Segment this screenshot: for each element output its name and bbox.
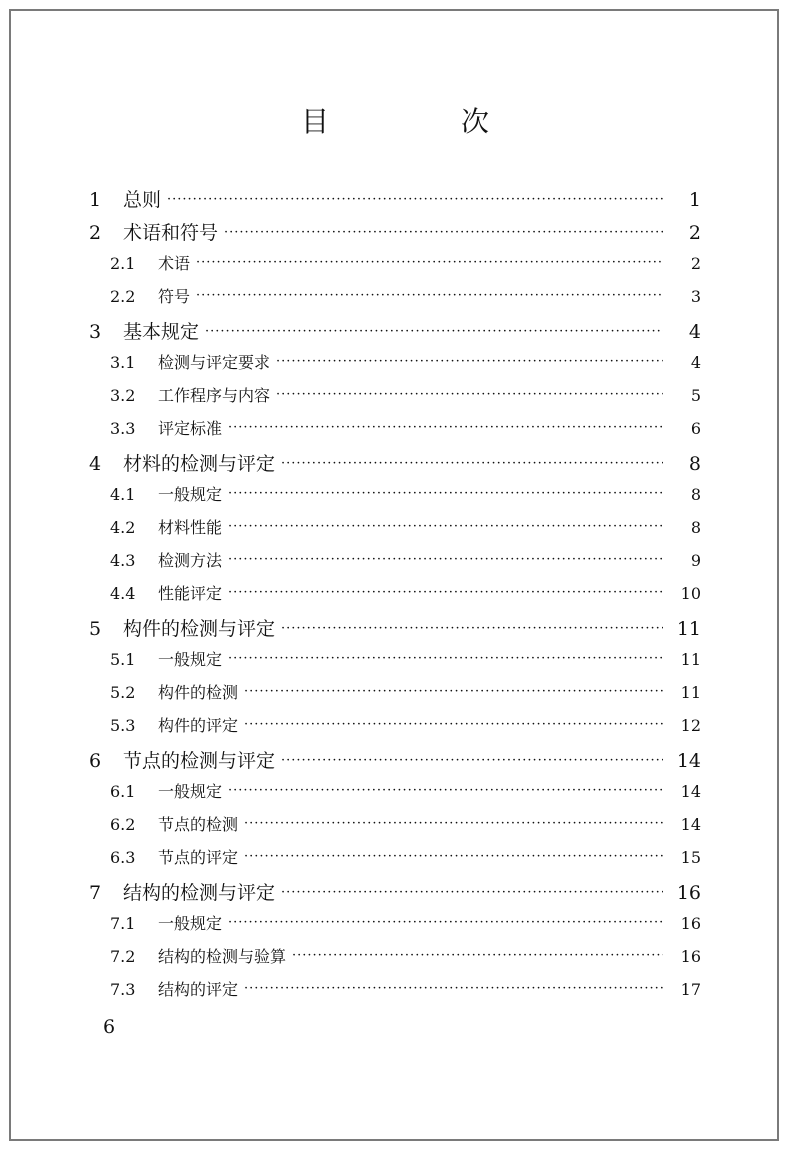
dot-leader: [196, 288, 663, 303]
toc-entry-page: 5: [690, 386, 701, 405]
toc-entry-number: 2.2: [110, 287, 136, 306]
toc-entry-label: 节点的检测与评定: [123, 750, 276, 772]
toc-entry-number: 5.1: [110, 650, 136, 669]
toc-entry-page: 11: [680, 650, 701, 669]
dot-leader: [276, 354, 663, 369]
toc-entry-number: 6.2: [110, 815, 136, 834]
toc-entry-label: 一般规定: [158, 914, 223, 933]
dot-leader: [205, 324, 663, 339]
toc-entry-page: 3: [690, 287, 701, 306]
toc-entry-number: 1: [89, 189, 102, 211]
toc-entry-section[interactable]: [110, 812, 701, 842]
toc-entry-number: 3.2: [110, 386, 136, 405]
toc-entry-page: 14: [680, 782, 701, 801]
toc-entry-number: 5: [89, 618, 102, 640]
toc-entry-page: 8: [690, 485, 701, 504]
toc-entry-label: 检测方法: [158, 551, 223, 570]
dot-leader: [228, 585, 663, 600]
toc-entry-label: 评定标准: [158, 419, 223, 438]
toc-entry-number: 3: [89, 321, 102, 343]
toc-entry-page: 11: [676, 618, 701, 640]
toc-entry-number: 7.3: [110, 980, 136, 999]
toc-entry-page: 14: [676, 750, 701, 772]
toc-entry-number: 4.2: [110, 518, 136, 537]
toc-entry-label: 符号: [158, 287, 191, 306]
dot-leader: [281, 753, 663, 768]
dot-leader: [281, 456, 663, 471]
toc-entry-number: 4.3: [110, 551, 136, 570]
toc-entry-section[interactable]: [110, 284, 701, 314]
toc-entry-section[interactable]: [110, 515, 701, 545]
toc-entry-section[interactable]: [110, 779, 701, 809]
toc-entry-number: 3.1: [110, 353, 136, 372]
toc-entry-label: 构件的检测与评定: [123, 618, 276, 640]
toc-entry-number: 6.3: [110, 848, 136, 867]
toc-entry-label: 术语和符号: [123, 222, 219, 244]
toc-entry-label: 一般规定: [158, 650, 223, 669]
toc-entry-page: 8: [688, 453, 701, 475]
toc-entry-chapter[interactable]: [89, 746, 701, 776]
page-number: 6: [103, 1016, 116, 1038]
dot-leader: [228, 552, 663, 567]
toc-entry-page: 15: [680, 848, 701, 867]
dot-leader: [244, 684, 663, 699]
toc-entry-label: 构件的评定: [158, 716, 239, 735]
toc-entry-chapter[interactable]: [89, 218, 701, 248]
dot-leader: [228, 915, 663, 930]
toc-entry-label: 节点的检测: [158, 815, 239, 834]
toc-entry-page: 4: [688, 321, 701, 343]
dot-leader: [244, 717, 663, 732]
toc-entry-label: 一般规定: [158, 485, 223, 504]
toc-entry-label: 结构的检测与评定: [123, 882, 276, 904]
toc-entry-page: 10: [680, 584, 701, 603]
toc-entry-section[interactable]: [110, 548, 701, 578]
toc-entry-number: 5.2: [110, 683, 136, 702]
dot-leader: [228, 486, 663, 501]
toc-entry-number: 7.2: [110, 947, 136, 966]
toc-entry-chapter[interactable]: [89, 878, 701, 908]
dot-leader: [292, 948, 663, 963]
dot-leader: [281, 885, 663, 900]
toc-entry-number: 6: [89, 750, 102, 772]
toc-entry-number: 3.3: [110, 419, 136, 438]
toc-entry-page: 16: [680, 914, 701, 933]
dot-leader: [228, 783, 663, 798]
toc-entry-label: 结构的检测与验算: [158, 947, 287, 966]
page-title: 目 次: [300, 105, 541, 138]
toc-entry-page: 6: [690, 419, 701, 438]
toc-entry-page: 11: [680, 683, 701, 702]
dot-leader: [281, 621, 663, 636]
toc-entry-chapter[interactable]: [89, 449, 701, 479]
dot-leader: [244, 849, 663, 864]
toc-entry-page: 1: [688, 189, 701, 211]
toc-entry-label: 结构的评定: [158, 980, 239, 999]
toc-entry-page: 9: [690, 551, 701, 570]
dot-leader: [244, 981, 663, 996]
toc-entry-section[interactable]: [110, 647, 701, 677]
toc-entry-page: 16: [676, 882, 701, 904]
toc-entry-label: 检测与评定要求: [158, 353, 271, 372]
toc-entry-page: 12: [680, 716, 701, 735]
toc-entry-section[interactable]: [110, 581, 701, 611]
toc-entry-number: 4.4: [110, 584, 136, 603]
toc-entry-section[interactable]: [110, 383, 701, 413]
toc-entry-section[interactable]: [110, 350, 701, 380]
toc-entry-label: 工作程序与内容: [158, 386, 271, 405]
toc-entry-section[interactable]: [110, 482, 701, 512]
dot-leader: [228, 519, 663, 534]
toc-entry-section[interactable]: [110, 911, 701, 941]
toc-entry-label: 构件的检测: [158, 683, 239, 702]
toc-entry-label: 材料的检测与评定: [123, 453, 276, 475]
toc-entry-chapter[interactable]: [89, 614, 701, 644]
dot-leader: [196, 255, 663, 270]
toc-entry-chapter[interactable]: [89, 317, 701, 347]
toc-entry-label: 性能评定: [158, 584, 223, 603]
toc-entry-section[interactable]: [110, 416, 701, 446]
toc-entry-page: 8: [690, 518, 701, 537]
toc-entry-page: 14: [680, 815, 701, 834]
toc-entry-page: 2: [688, 222, 701, 244]
toc-entry-number: 5.3: [110, 716, 136, 735]
toc-entry-page: 2: [690, 254, 701, 273]
toc-entry-number: 4.1: [110, 485, 136, 504]
toc-entry-section[interactable]: [110, 977, 701, 1007]
toc-entry-section[interactable]: [110, 713, 701, 743]
toc-entry-label: 术语: [158, 254, 191, 273]
dot-leader: [228, 420, 663, 435]
toc-entry-number: 6.1: [110, 782, 136, 801]
toc-entry-section[interactable]: [110, 251, 701, 281]
dot-leader: [167, 192, 663, 207]
toc-entry-number: 2.1: [110, 254, 136, 273]
dot-leader: [244, 816, 663, 831]
toc-entry-label: 总则: [123, 189, 162, 211]
toc-entry-label: 材料性能: [158, 518, 223, 537]
toc-entry-page: 16: [680, 947, 701, 966]
toc-entry-number: 7: [89, 882, 102, 904]
toc-entry-page: 17: [680, 980, 701, 999]
toc-entry-page: 4: [690, 353, 701, 372]
toc-entry-number: 2: [89, 222, 102, 244]
toc-entry-label: 基本规定: [123, 321, 200, 343]
toc-entry-label: 节点的评定: [158, 848, 239, 867]
dot-leader: [276, 387, 663, 402]
toc-entry-number: 7.1: [110, 914, 136, 933]
toc-entry-number: 4: [89, 453, 102, 475]
dot-leader: [228, 651, 663, 666]
dot-leader: [224, 225, 663, 240]
toc-entry-section[interactable]: [110, 944, 701, 974]
toc-entry-section[interactable]: [110, 845, 701, 875]
toc-entry-chapter[interactable]: [89, 185, 701, 215]
toc-entry-label: 一般规定: [158, 782, 223, 801]
toc-entry-section[interactable]: [110, 680, 701, 710]
